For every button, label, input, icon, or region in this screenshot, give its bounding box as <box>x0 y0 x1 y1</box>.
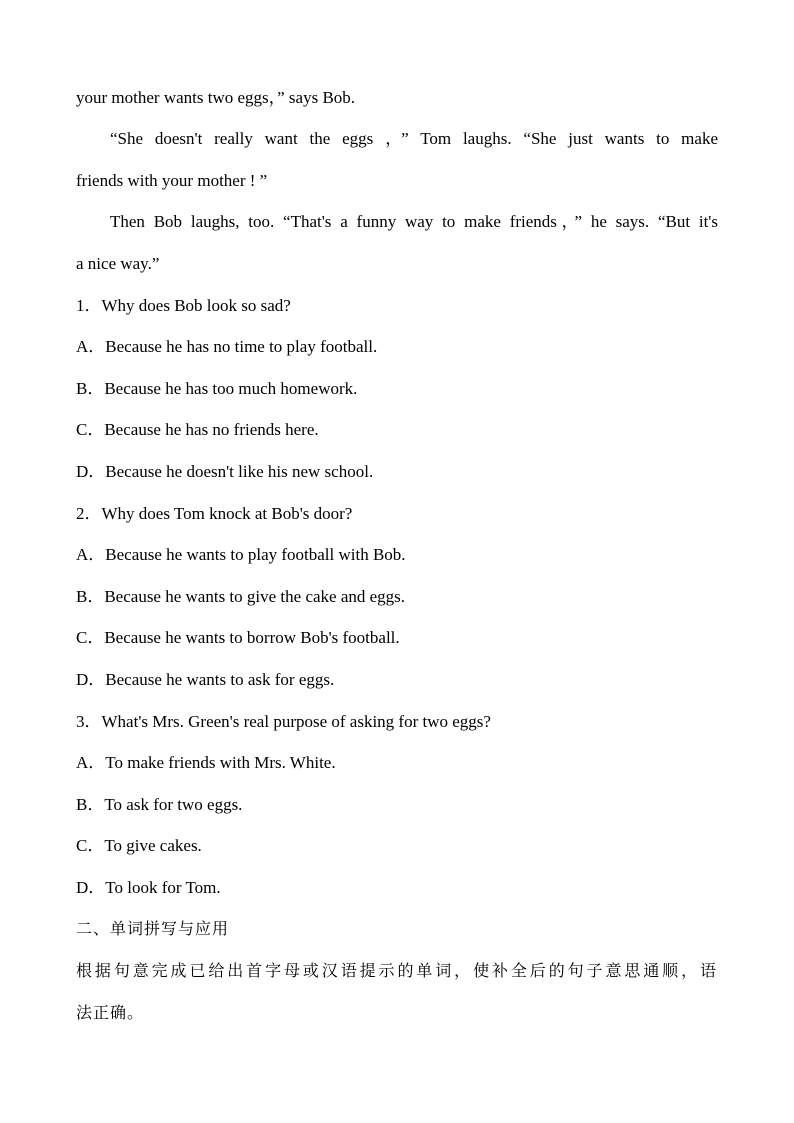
question-2-option-a: A．Because he wants to play football with Bob. <box>76 545 406 564</box>
question-1-stem: 1．Why does Bob look so sad? <box>76 296 291 315</box>
question-3-option-a: A．To make friends with Mrs. White. <box>76 753 336 772</box>
section-instruction-line-2: 法正确。 <box>76 1003 145 1022</box>
question-3-option-d: D．To look for Tom. <box>76 878 221 897</box>
question-3-option-c: C．To give cakes. <box>76 836 202 855</box>
section-instruction-line-1: 根据句意完成已给出首字母或汉语提示的单词，使补全后的句子意思通顺，语 <box>76 961 718 980</box>
question-2-option-b: B．Because he wants to give the cake and eggs. <box>76 587 406 606</box>
story-line-3: friends with your mother ! ” <box>76 171 268 190</box>
question-1-option-b: B．Because he has too much homework. <box>76 379 358 398</box>
question-3-option-b: B．To ask for two eggs. <box>76 795 243 814</box>
question-2-stem: 2．Why does Tom knock at Bob's door? <box>76 504 353 523</box>
question-1-option-d: D．Because he doesn't like his new school. <box>76 462 374 481</box>
story-line-2: “She doesn't really want the eggs ，” Tom laughs. “She just wants to make <box>110 129 718 148</box>
question-1-option-a: A．Because he has no time to play football. <box>76 337 378 356</box>
question-2-option-d: D．Because he wants to ask for eggs. <box>76 670 335 689</box>
section-heading: 二、单词拼写与应用 <box>76 919 230 938</box>
question-3-stem: 3．What's Mrs. Green's real purpose of asking for two eggs? <box>76 712 491 731</box>
question-1-option-c: C．Because he has no friends here. <box>76 420 319 439</box>
story-line-5: a nice way.” <box>76 254 160 273</box>
story-line-1: your mother wants two eggs，” says Bob. <box>76 88 356 107</box>
story-line-4: Then Bob laughs, too. “That's a funny way to make friends，” he says. “But it's <box>110 212 718 231</box>
question-2-option-c: C．Because he wants to borrow Bob's football. <box>76 628 400 647</box>
